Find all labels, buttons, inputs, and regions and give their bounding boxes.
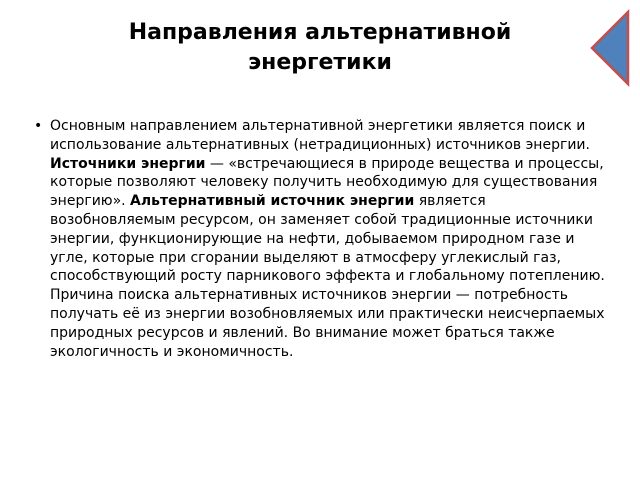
bullet-list [32,117,612,361]
slide-title-line-1: Направления альтернативной [128,20,512,45]
slide-title-line-2: энергетики [248,50,392,75]
bullet-item [32,117,612,361]
term-energy-sources: Источники энергии [50,155,206,172]
slide-content [32,117,612,361]
left-arrow-icon [590,8,632,88]
back-navigation-button[interactable] [590,8,632,88]
paragraph-text-2: — «встречающиеся в природе вещества и процессы, которые позволяют человеку получить необходимую для существования энергию». [50,155,604,210]
bullet-icon: • [34,118,43,134]
paragraph-text-1: Основным направлением альтернативной энергетики является поиск и использование альтернативных (нетрадиционных) источников энергии. [50,118,590,153]
term-alternative-source: Альтернативный источник энергии [130,193,415,210]
slide-title [60,18,580,78]
paragraph-text-3: является возобновляемым ресурсом, он заменяет собой традиционные источники энергии, функционирующие на нефти, добываемом природном газе и угле, которые при сгорании выделяют в атмосферу углекислый газ, способствующий росту парникового эффекта и глобальному потеплению. Причина поиска альтернативных источников энергии — потребность получать её из энергии возобновляемых или практически неисчерпаемых природных ресурсов и явлений. Во внимание может браться также экологичность и экономичность. [50,193,605,360]
